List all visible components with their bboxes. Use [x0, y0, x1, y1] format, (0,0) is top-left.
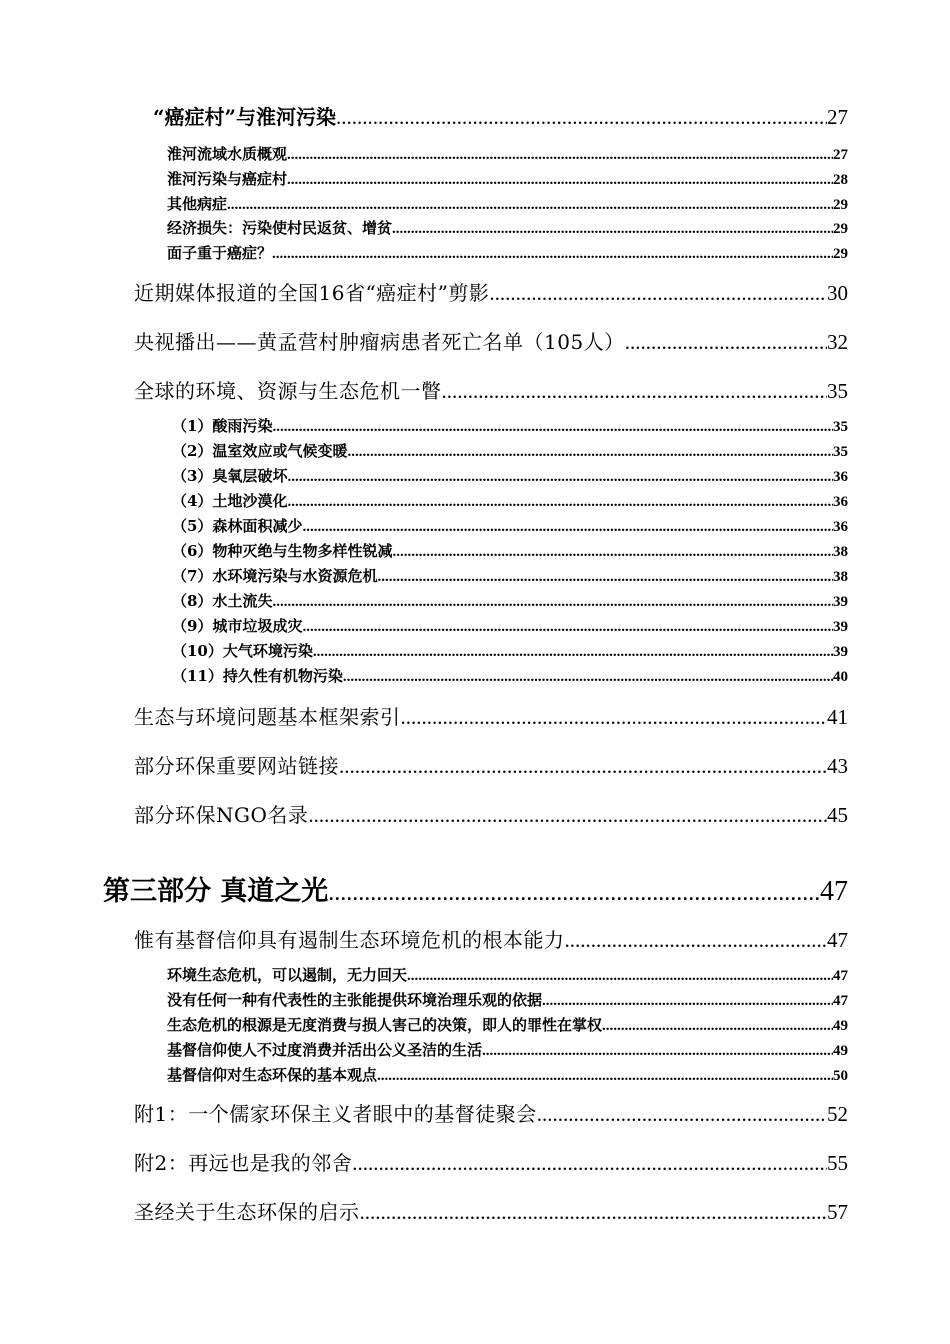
toc-entry-title: 其他病症: [167, 195, 228, 213]
toc-entry-title: 面子重于癌症？: [167, 244, 273, 262]
toc-entry-page: 32: [827, 330, 848, 354]
toc-entry-page: 49: [833, 1018, 848, 1034]
toc-entry-title: 生态危机的根源是无度消费与损人害己的决策，即人的罪性在掌权: [167, 1016, 603, 1034]
toc-entry-title: 经济损失：污染使村民返贫、增贫: [167, 219, 393, 237]
toc-entry-title: 基督信仰使人不过度消费并活出公义圣洁的生活: [167, 1041, 483, 1059]
toc-entry-subsection[interactable]: [172, 415, 848, 436]
toc-entry-title: 部分环保NGO名录: [134, 803, 309, 827]
toc-entry-page: 29: [833, 197, 848, 213]
dot-leader: [442, 379, 828, 404]
toc-entry-title: 附1：一个儒家环保主义者眼中的基督徒聚会: [134, 1102, 537, 1126]
toc-entry-page: 27: [833, 147, 848, 163]
toc-entry-section[interactable]: [134, 1098, 848, 1127]
toc-entry-section[interactable]: [153, 101, 848, 130]
toc-entry-subsection[interactable]: [167, 242, 848, 263]
toc-entry-title: 没有任何一种有代表性的主张能提供环境治理乐观的依据: [167, 991, 543, 1009]
toc-entry-title: （5）森林面积减少: [172, 517, 303, 535]
toc-entry-page: 38: [833, 569, 848, 585]
toc-entry-page: 45: [827, 803, 848, 827]
toc-entry-subsection[interactable]: [167, 964, 848, 985]
toc-entry-title: 真道之光: [220, 876, 329, 907]
toc-entry-title: （8）水土流失: [172, 592, 273, 610]
toc-entry-page: 39: [833, 619, 848, 635]
toc-entry-page: 30: [827, 281, 848, 305]
dot-leader: [339, 754, 827, 779]
toc-entry-page: 50: [833, 1068, 848, 1084]
toc-entry-page: 29: [833, 246, 848, 262]
toc-entry-title: （10）大气环境污染: [172, 642, 313, 660]
dot-leader: [377, 1068, 833, 1085]
toc-entry-title: 近期媒体报道的全国16省“癌症村”剪影: [134, 281, 490, 305]
toc-entry-subsection[interactable]: [167, 143, 848, 164]
dot-leader: [392, 544, 833, 561]
toc-entry-section[interactable]: [134, 1147, 848, 1176]
dot-leader: [336, 105, 827, 130]
dot-leader: [489, 281, 827, 306]
toc-entry-page: 35: [833, 419, 848, 435]
toc-entry-page: 39: [833, 594, 848, 610]
toc-entry-page: 47: [820, 876, 848, 907]
dot-leader: [302, 519, 833, 536]
dot-leader: [347, 444, 833, 461]
dot-leader: [272, 246, 833, 263]
dot-leader: [377, 569, 833, 586]
toc-entry-page: 43: [827, 754, 848, 778]
toc-entry-page: 40: [833, 669, 848, 685]
toc-entry-page: 35: [833, 444, 848, 460]
toc-entry-subsection[interactable]: [167, 989, 848, 1010]
toc-entry-section[interactable]: [134, 799, 848, 828]
toc-entry-section[interactable]: [134, 701, 848, 730]
dot-leader: [287, 494, 833, 511]
toc-entry-page: 29: [833, 221, 848, 237]
dot-leader: [407, 968, 833, 985]
toc-entry-title: （4）土地沙漠化: [172, 492, 288, 510]
dot-leader: [308, 803, 827, 828]
toc-entry-page: 47: [833, 993, 848, 1009]
toc-entry-page: 39: [833, 644, 848, 660]
toc-entry-subsection[interactable]: [167, 168, 848, 189]
toc-entry-title: （3）臭氧层破坏: [172, 467, 288, 485]
dot-leader: [302, 619, 833, 636]
dot-leader: [565, 928, 828, 953]
toc-entry-subsection[interactable]: [167, 1014, 848, 1035]
toc-entry-title: 部分环保重要网站链接: [134, 754, 339, 778]
toc-entry-section[interactable]: [134, 750, 848, 779]
toc-entry-title: 基督信仰对生态环保的基本观点: [167, 1066, 378, 1084]
toc-entry-section[interactable]: [134, 277, 848, 306]
toc-entry-title: 环境生态危机，可以遏制，无力回天: [167, 966, 408, 984]
toc-entry-subsection[interactable]: [172, 665, 848, 686]
dot-leader: [392, 221, 833, 238]
toc-entry-subsection[interactable]: [172, 540, 848, 561]
toc-entry-page: 41: [827, 705, 848, 729]
dot-leader: [272, 594, 833, 611]
toc-entry-title: （9）城市垃圾成灾: [172, 617, 303, 635]
toc-entry-page: 47: [827, 928, 848, 952]
toc-entry-subsection[interactable]: [172, 590, 848, 611]
toc-entry-page: 36: [833, 494, 848, 510]
toc-entry-part[interactable]: [103, 869, 848, 908]
toc-entry-page: 28: [833, 172, 848, 188]
dot-leader: [227, 197, 833, 214]
toc-entry-title: 圣经关于生态环保的启示: [134, 1200, 360, 1224]
dot-leader: [272, 419, 833, 436]
toc-entry-title: （11）持久性有机物污染: [172, 667, 343, 685]
dot-leader: [542, 993, 833, 1010]
toc-entry-subsection[interactable]: [167, 1064, 848, 1085]
toc-entry-subsection[interactable]: [172, 490, 848, 511]
toc-entry-subsection[interactable]: [172, 440, 848, 461]
dot-leader: [625, 330, 827, 355]
toc-entry-section[interactable]: [134, 326, 848, 355]
toc-entry-subsection[interactable]: [172, 465, 848, 486]
dot-leader: [537, 1102, 827, 1127]
toc-entry-subsection[interactable]: [172, 615, 848, 636]
dot-leader: [360, 1200, 828, 1225]
dot-leader: [401, 705, 828, 730]
toc-entry-title: （2）温室效应或气候变暖: [172, 442, 348, 460]
toc-entry-title: 央视播出——黄孟营村肿瘤病患者死亡名单（105人）: [134, 330, 625, 354]
toc-entry-page: 27: [827, 105, 848, 129]
toc-entry-page: 36: [833, 519, 848, 535]
toc-entry-title: 附2：再远也是我的邻舍: [134, 1151, 353, 1175]
toc-entry-page: 55: [827, 1151, 848, 1175]
dot-leader: [287, 147, 833, 164]
dot-leader: [287, 469, 833, 486]
toc-entry-title: 生态与环境问题基本框架索引: [134, 705, 401, 729]
dot-leader: [343, 669, 833, 686]
toc-entry-page: 47: [833, 968, 848, 984]
toc-entry-title: （7）水环境污染与水资源危机: [172, 567, 378, 585]
toc-entry-section[interactable]: [134, 375, 848, 404]
dot-leader: [352, 1151, 827, 1176]
toc-entry-page: 57: [827, 1200, 848, 1224]
toc-entry-title: 淮河污染与癌症村: [167, 170, 288, 188]
toc-entry-page: 38: [833, 544, 848, 560]
dot-leader: [313, 644, 833, 661]
dot-leader: [482, 1043, 833, 1060]
toc-entry-subsection[interactable]: [167, 193, 848, 214]
toc-entry-title: 全球的环境、资源与生态危机一瞥: [134, 379, 442, 403]
toc-entry-title: 淮河流域水质概观: [167, 145, 288, 163]
toc-entry-subsection[interactable]: [167, 217, 848, 238]
toc-entry-page: 52: [827, 1102, 848, 1126]
dot-leader: [328, 880, 820, 907]
dot-leader: [602, 1018, 833, 1035]
toc-entry-subsection[interactable]: [167, 1039, 848, 1060]
toc-entry-page: 35: [827, 379, 848, 403]
toc-entry-section[interactable]: [134, 924, 848, 953]
dot-leader: [287, 172, 833, 189]
toc-entry-title: （6）物种灭绝与生物多样性锐减: [172, 542, 393, 560]
toc-entry-title: “癌症村”与淮河污染: [153, 105, 337, 129]
toc-entry-section[interactable]: [134, 1196, 848, 1225]
toc-entry-subsection[interactable]: [172, 565, 848, 586]
toc-entry-title: （1）酸雨污染: [172, 417, 273, 435]
toc-entry-title: 惟有基督信仰具有遏制生态环境危机的根本能力: [134, 928, 565, 952]
toc-entry-subsection[interactable]: [172, 515, 848, 536]
toc-entry-subsection[interactable]: [172, 640, 848, 661]
toc-entry-page: 36: [833, 469, 848, 485]
toc-part-label: 第三部分: [103, 876, 211, 907]
toc-entry-page: 49: [833, 1043, 848, 1059]
